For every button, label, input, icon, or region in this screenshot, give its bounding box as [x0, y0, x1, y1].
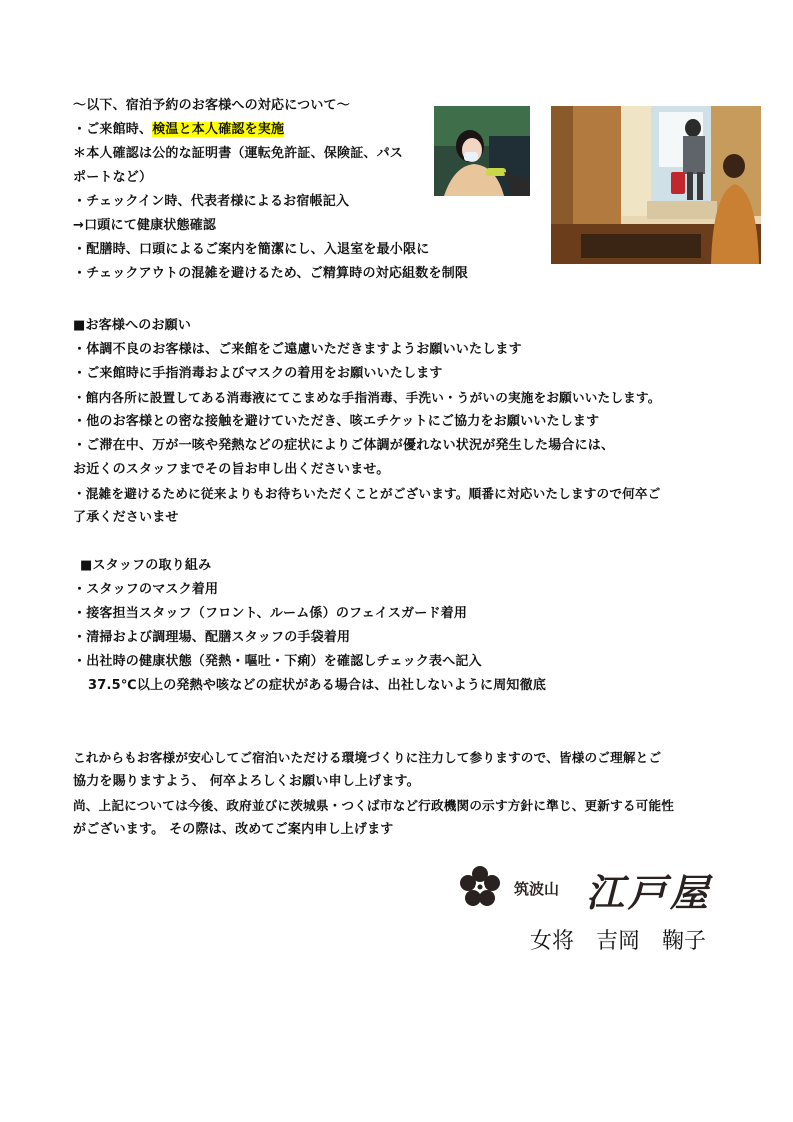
- reservation-line-prefix: ・ご来館時、: [73, 122, 153, 137]
- reservation-line: ・配膳時、口頭によるご案内を簡潔にし、入退室を最小限に: [73, 242, 430, 257]
- reservation-line: ・チェックアウトの混雑を避けるため、ご精算時の対応組数を制限: [73, 266, 469, 281]
- temperature-check-illustration: [434, 106, 530, 196]
- proprietress-signature: 女将 吉岡 鞠子: [530, 929, 707, 954]
- highlighted-text: 検温と本人確認を実施: [152, 122, 285, 137]
- requests-line: ・混雑を避けるために従来よりもお待ちいただくことがございます。順番に対応いたしますので何卒ご: [73, 486, 661, 501]
- closing-line: 協力を賜りますよう、 何卒よろしくお願い申し上げます。: [73, 774, 420, 789]
- requests-line: ・他のお客様との密な接触を避けていただき、咳エチケットにご協力をお願いいたします: [73, 414, 600, 429]
- requests-line: ・館内各所に設置してある消毒液にてこまめな手指消毒、手洗い・うがいの実施をお願いいたします。: [73, 390, 661, 405]
- room-guidance-photo: [551, 106, 761, 264]
- requests-line: ・体調不良のお客様は、ご来館をご遠慮いただきますようお願いいたします: [73, 342, 522, 357]
- reservation-heading: ～以下、宿泊予約のお客様への対応について～: [73, 98, 350, 113]
- staff-line: ・スタッフのマスク着用: [73, 582, 219, 597]
- logo-place-name: 筑波山: [514, 880, 560, 898]
- reservation-line: →口頭にて健康状態確認: [73, 218, 217, 233]
- staff-line: ・清掃および調理場、配膳スタッフの手袋着用: [73, 630, 351, 645]
- staff-line: ・出社時の健康状態（発熱・嘔吐・下痢）を確認しチェック表へ記入: [73, 654, 482, 669]
- inn-logo: [458, 862, 728, 915]
- requests-line: ・ご来館時に手指消毒およびマスクの着用をお願いいたします: [73, 366, 443, 381]
- reservation-line: ・チェックイン時、代表者様によるお宿帳記入: [73, 194, 350, 209]
- staff-heading: ■スタッフの取り組み: [80, 558, 212, 573]
- reservation-line: ポートなど）: [73, 170, 153, 185]
- staff-line: ・接客担当スタッフ（フロント、ルーム係）のフェイスガード着用: [73, 606, 468, 621]
- staff-line: 37.5℃以上の発熱や咳などの症状がある場合は、出社しないように周知徹底: [88, 678, 547, 693]
- closing-line: がございます。 その際は、改めてご案内申し上げます: [73, 822, 394, 837]
- requests-line: 了承くださいませ: [73, 510, 179, 525]
- temperature-check-photo: [434, 106, 530, 196]
- reservation-line: ＊本人確認は公的な証明書（運転免許証、保険証、パス: [73, 146, 404, 161]
- flower-crest-icon: [458, 865, 502, 909]
- room-guidance-illustration: [551, 106, 761, 264]
- closing-line: 尚、上記については今後、政府並びに茨城県・つくば市など行政機関の示す方針に準じ、更新する可能性: [73, 798, 675, 813]
- reservation-line: [73, 122, 284, 138]
- requests-heading: ■お客様へのお願い: [73, 318, 192, 333]
- closing-line: これからもお客様が安心してご宿泊いただける環境づくりに注力して参りますので、皆様のご理解とご: [73, 750, 662, 765]
- logo-inn-name: 江戸屋: [586, 870, 713, 915]
- requests-line: ・ご滞在中、万が一咳や発熱などの症状によりご体調が優れない状況が発生した場合には、: [73, 438, 615, 453]
- requests-line: お近くのスタッフまでその旨お申し出くださいませ。: [73, 462, 390, 477]
